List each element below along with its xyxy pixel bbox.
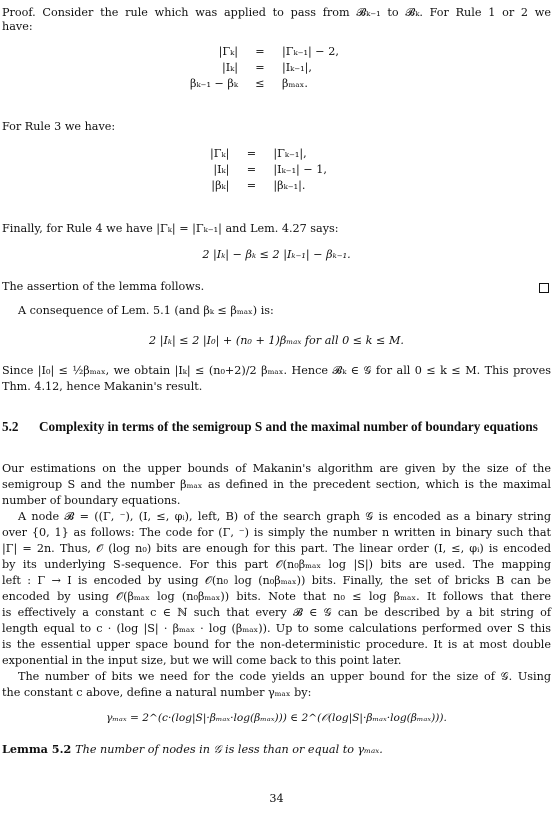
eq-rhs: βₘₐₓ. <box>281 77 308 90</box>
eq-lhs: βₖ₋₁ − βₖ <box>190 77 238 90</box>
since-line2: Thm. 4.12, hence Makanin's result. <box>2 380 203 393</box>
proof-intro-line1: Proof. Consider the rule which was applied to pass from 𝓑ₖ₋₁ to 𝓑ₖ. For Rule 1 or 2 we <box>2 6 551 19</box>
eq-rhs: |Γₖ₋₁| − 2, <box>281 45 339 58</box>
rule4-text: Finally, for Rule 4 we have |Γₖ| = |Γₖ₋₁| and Lem. 4.27 says: <box>2 222 339 235</box>
para1-line2: semigroup S and the number βₘₐₓ as defined in the precedent section, which is the maximal <box>2 478 551 491</box>
eq-op: ≤ <box>255 77 265 90</box>
eq-lhs: |βₖ| <box>211 179 230 192</box>
eq-rhs: |Iₖ₋₁|, <box>281 61 312 74</box>
lemma-text: The number of nodes in 𝒢 is less than or equal to γₘₐₓ. <box>75 743 383 756</box>
para2-line4: by its underlying S-sequence. For this part 𝒪(n₀βₘₐₓ log |S|) bits are used. The mapping <box>2 558 551 571</box>
equation-row <box>186 44 343 60</box>
equation-rule3 <box>206 146 331 194</box>
para2-line3: |Γ| = 2n. Thus, 𝒪 (log n₀) bits are enough for this part. The linear order (I, ≤, φᵢ) is encoded <box>2 542 551 555</box>
equation-rule12 <box>186 44 343 92</box>
rule3-text: For Rule 3 we have: <box>2 120 116 133</box>
eq-rhs: |Γₖ₋₁|, <box>273 147 307 160</box>
proof-intro-line2: have: <box>2 20 33 33</box>
section-title: Complexity in terms of the semigroup S and the maximal number of boundary equations <box>39 419 538 434</box>
para2-line5: left : Γ → I is encoded by using 𝒪(n₀ log (n₀βₘₐₓ)) bits. Finally, the set of bricks B can be <box>2 574 551 587</box>
para2-line7: is effectively a constant c ∈ ℕ such that every 𝓑 ∈ 𝒢 can be described by a bit string of <box>2 606 551 619</box>
eq-op: = <box>246 179 257 192</box>
eq-lhs: |Γₖ| <box>210 147 230 160</box>
lemma-statement <box>2 742 383 757</box>
para2-line8: length equal to c · (log |S| · βₘₐₓ · log (βₘₐₓ)). Up to some calculations performed over S this <box>2 622 551 635</box>
consequence-text: A consequence of Lem. 5.1 (and βₖ ≤ βₘₐₓ) is: <box>18 304 274 317</box>
section-heading <box>2 418 551 454</box>
section-number: 5.2 <box>2 419 19 434</box>
para3-line1: The number of bits we need for the code yields an upper bound for the size of 𝒢. Using <box>18 670 551 683</box>
para2-line6: encoded by using 𝒪(βₘₐₓ log (n₀βₘₐₓ)) bits. Note that n₀ ≤ log βₘₐₓ. It follows that there <box>2 590 551 603</box>
para2-line9: is the essential upper space bound for the non-deterministic procedure. It is at most double <box>2 638 551 651</box>
equation-row <box>206 146 331 162</box>
eq-rhs: |Iₖ₋₁| − 1, <box>273 163 327 176</box>
equation-gamma: γₘₐₓ = 2^(c·(log|S|·βₘₐₓ·log(βₘₐₓ))) ∈ 2^(𝒪(log|S|·βₘₐₓ·log(βₘₐₓ))). <box>106 712 447 724</box>
eq-lhs: |Iₖ| <box>221 61 238 74</box>
eq-op: = <box>246 147 257 160</box>
para1-line3: number of boundary equations. <box>2 494 181 507</box>
para2-line1: A node 𝓑 = ((Γ, ⁻), (I, ≤, φᵢ), left, B) of the search graph 𝒢 is encoded as a binary string <box>18 510 551 523</box>
qed-square-icon <box>539 283 549 293</box>
para2-line10: exponential in the input size, but we will come back to this point later. <box>2 654 402 667</box>
eq-lhs: |Iₖ| <box>213 163 230 176</box>
eq-op: = <box>255 61 265 74</box>
eq-op: = <box>246 163 257 176</box>
para2-line2: over {0, 1} as follows: The code for (Γ, ⁻) is simply the number n written in binary such that <box>2 526 551 539</box>
equation-row <box>186 60 343 76</box>
equation-row <box>206 162 331 178</box>
eq-rhs: |βₖ₋₁|. <box>273 179 306 192</box>
assertion-text: The assertion of the lemma follows. <box>2 280 205 293</box>
eq-lhs: |Γₖ| <box>218 45 238 58</box>
para1-line1: Our estimations on the upper bounds of Makanin's algorithm are given by the size of the <box>2 462 551 475</box>
para3-line2: the constant c above, define a natural number γₘₐₓ by: <box>2 686 312 699</box>
equation-row <box>186 76 343 92</box>
equation-rule4: 2 |Iₖ| − βₖ ≤ 2 |Iₖ₋₁| − βₖ₋₁. <box>202 248 351 261</box>
equation-row <box>206 178 331 194</box>
eq-op: = <box>255 45 265 58</box>
equation-consequence: 2 |Iₖ| ≤ 2 |I₀| + (n₀ + 1)βₘₐₓ for all 0 ≤ k ≤ M. <box>149 334 404 347</box>
page-number: 34 <box>269 792 284 805</box>
since-line1: Since |I₀| ≤ ½βₘₐₓ, we obtain |Iₖ| ≤ (n₀+2)/2 βₘₐₓ. Hence 𝓑ₖ ∈ 𝒢 for all 0 ≤ k ≤ M. This proves <box>2 364 551 377</box>
lemma-heading: Lemma 5.2 <box>2 742 76 756</box>
